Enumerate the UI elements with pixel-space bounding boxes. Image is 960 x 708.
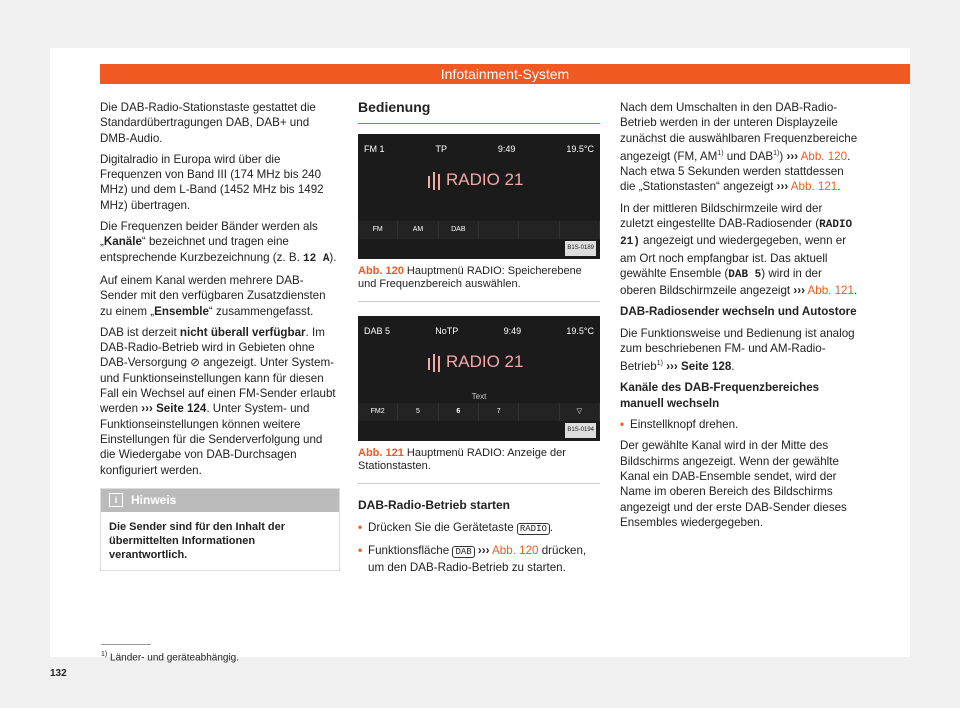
column-middle [358,100,600,581]
station-name: RADIO 21 [446,352,524,372]
station-name: RADIO 21 [446,170,524,190]
paragraph: Digitalradio in Europa wird über die Frequenzen von Band III (174 MHz bis 240 MHz) und dem L-Band (1452 MHz bis 1492 MHz) übertragen. [100,152,324,212]
footnote: $^{1)}$ Länder- und geräteabhängig. [101,651,240,664]
figure-caption: Abb. 121 Hauptmenü RADIO: Anzeige der Stationstasten. [358,441,600,484]
no-signal-icon: ⊘ [190,356,200,370]
list-item: • Funktionsfläche DAB ››› Abb. 120 drücken, um den DAB-Radio-Betrieb zu starten. [358,543,600,576]
paragraph: Die DAB-Radio-Stationstaste gestattet die Standardübertragungen DAB, DAB+ und DMB-Audio. [100,101,316,145]
paragraph: Die Frequenzen beider Bänder werden als „Kanäle“ bezeichnet und tragen eine entsprechende Kurzbezeichnung (z. B. 12 A). [100,220,337,265]
paragraph: In der mittleren Bildschirmzeile wird der zuletzt eingestellte DAB-Radiosender (RADIO 21) angezeigt und wiedergegeben, wenn er am Ort noch empfangbar ist. Das aktuell gewählte Ensemble (DAB 5) wird in der oberen Bildschirmzeile angezeigt ››› Abb. 121. [620,201,858,298]
list-item: • Drücken Sie die Gerätetaste RADIO . [358,520,600,537]
figure-121-screen: DAB 5 NoTP 9:49 19.5°C RADIO 21 Text FM2 5 6 7 ▽ B1S-0194 [358,316,600,441]
hint-body: Die Sender sind für den Inhalt der übermittelten Informationen verantwortlich. [109,521,286,562]
paragraph: Die Funktionsweise und Bedienung ist analog zum beschriebenen FM- und AM-Radio-Betrieb$^{1)}$ ››› Seite 128. [620,326,855,374]
column-left [100,100,340,571]
info-icon: i [109,493,123,507]
subsection-title: DAB-Radio-Betrieb starten [358,498,511,513]
paragraph: DAB ist derzeit nicht überall verfügbar. Im DAB-Radio-Betrieb wird in Gebieten ohne DAB-Versorgung ⊘ angezeigt. Unter System- und Funktionseinstellungen kann für diesen Fall ein Wechsel auf einen FM-Sender erlaubt werden ››› Seite 124. Unter System- und Funktionseinstellungen können weitere Einstellungen für die Senderverfolgung und die Wiedergabe von DAB-Durchsagen konfiguriert werden. [100,325,336,477]
list-item: • Einstellknopf drehen. [620,417,858,432]
page-number: 132 [50,668,67,679]
paragraph: Auf einem Kanal werden mehrere DAB-Sender mit den verfügbaren Zusatzdiensten zu einem „Ensemble“ zusammengefasst. [100,273,326,318]
figure-caption: Abb. 120 Hauptmenü RADIO: Speicherebene und Frequenzbereich auswählen. [358,259,600,302]
page [50,48,910,679]
page-header: Infotainment-System [100,64,910,84]
subsection-title: DAB-Radiosender wechseln und Autostore [620,305,857,319]
dab-key-icon: DAB [452,546,474,558]
hint-title: Hinweis [131,492,177,507]
hint-box [100,488,340,571]
footnote-divider [101,644,151,645]
column-right [620,100,858,536]
radio-key-icon: RADIO [517,523,550,535]
paragraph: Der gewählte Kanal wird in der Mitte des Bildschirms angezeigt. Wenn der gewählte Kanal ein DAB-Ensemble sendet, wird der Name im oberen Bereich des Bildschirms angezeigt und der erste DAB-Sender dieses Ensembles wiedergegeben. [620,439,847,529]
paragraph: Nach dem Umschalten in den DAB-Radio-Betrieb werden in der unteren Displayzeile zunächst die auswählbaren Frequenzbereiche angezeigt (FM, AM$^{1)}$ und DAB$^{1)}$) ››› Abb. 120. Nach etwa 5 Sekunden werden stattdessen die „Stationstasten“ angezeigt ››› Abb. 121. [620,101,858,194]
section-title: Bedienung [358,100,600,124]
figure-120-screen: FM 1 TP 9:49 19.5°C RADIO 21 FM AM DAB B1S-0189 [358,134,600,259]
subsection-title: Kanäle des DAB-Frequenzbereiches manuell wechseln [620,381,820,410]
